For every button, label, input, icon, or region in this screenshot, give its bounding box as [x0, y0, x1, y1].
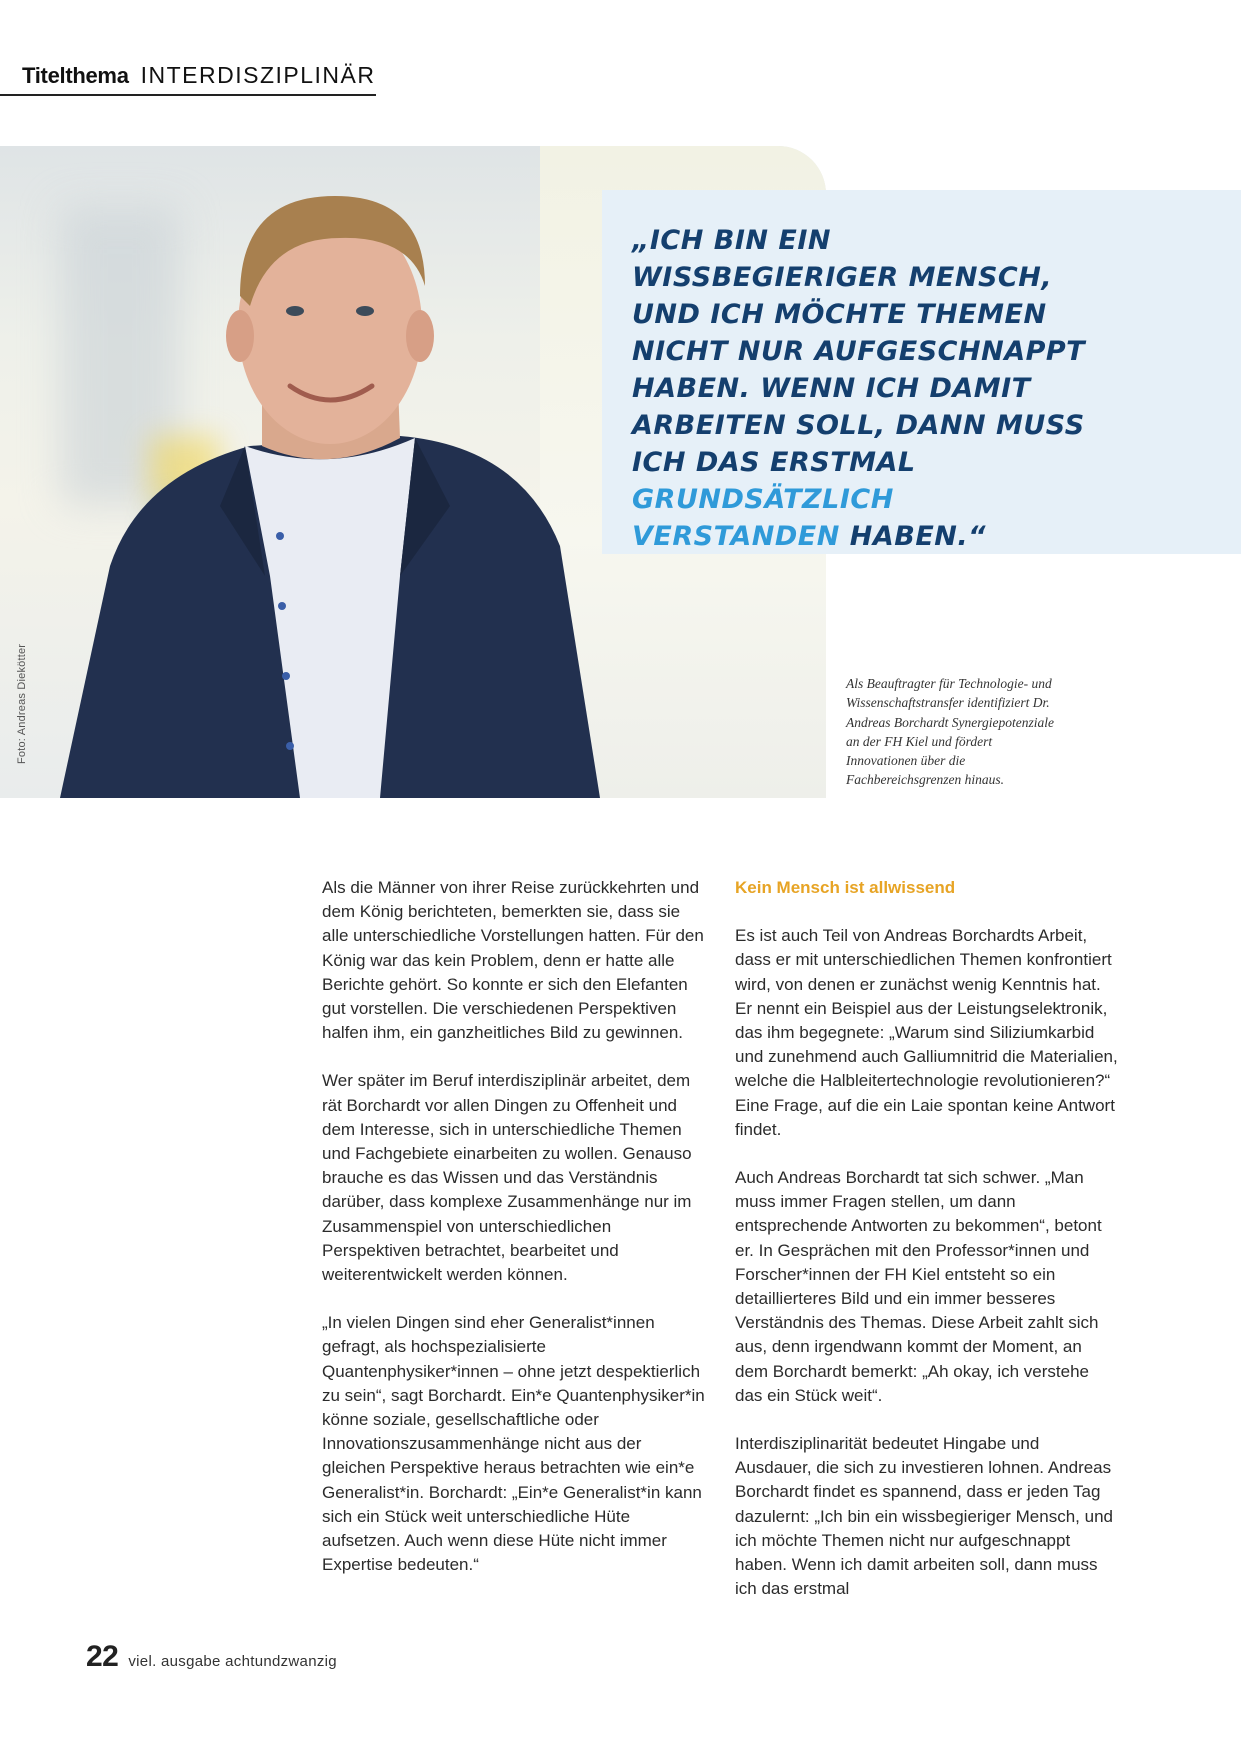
page-footer [86, 1640, 337, 1674]
paragraph: Als die Männer von ihrer Reise zurückkehrten und dem König berichteten, bemerkten sie, dass sie alle unterschiedliche Vorstellungen hatten. Für den König war das kein Problem, denn er hatte alle Berichte gehört. So konnte er sich den Elefanten gut vorstellen. Die verschiedenen Perspektiven halfen ihm, ein ganzheitliches Bild zu gewinnen. [322, 878, 704, 1043]
article-column-right [735, 876, 1119, 1625]
pull-quote [632, 222, 1102, 555]
header-divider [0, 94, 376, 96]
magazine-issue: viel. ausgabe achtundzwanzig [128, 1653, 337, 1670]
paragraph: Interdisziplinarität bedeutet Hingabe und Ausdauer, die sich zu investieren lohnen. Andreas Borchardt findet es spannend, dass er jeden Tag dazulernt: „Ich bin ein wissbegieriger Mensch, und ich möchte Themen nicht nur aufgeschnappt haben. Wenn ich damit arbeiten soll, dann muss ich das erstmal [735, 1434, 1113, 1599]
photo-credit: Foto: Andreas Diekötter [16, 643, 28, 764]
pull-quote-box [602, 190, 1241, 554]
pull-quote-main: „ICH BIN EIN WISSBEGIERIGER MENSCH, UND ICH MÖCHTE THEMEN NICHT NUR AUFGESCHNAPPT HABEN. WENN ICH DAMIT ARBEITEN SOLL, DANN MUSS ICH DAS ERSTMAL [632, 225, 1086, 478]
topic-label: INTERDISZIPLINÄR [140, 62, 376, 88]
pull-quote-end: HABEN.“ [849, 521, 987, 552]
section-subheading: Kein Mensch ist allwissend [735, 878, 956, 897]
section-header [22, 62, 376, 96]
paragraph: Es ist auch Teil von Andreas Borchardts Arbeit, dass er mit unterschiedlichen Themen konfrontiert wird, von denen er zunächst wenig Kenntnis hat. Er nennt ein Beispiel aus der Leistungselektronik, das ihm begegnete: „Warum sind Siliziumkarbid und zunehmend auch Galliumnitrid die Materialien, welche die Halbleitertechnologie revolutionieren?“ Eine Frage, auf die ein Laie spontan keine Antwort findet. [735, 926, 1118, 1139]
article-column-left [322, 876, 708, 1601]
page-number: 22 [86, 1640, 119, 1673]
pull-quote-highlight: GRUNDSÄTZLICH VERSTANDEN [632, 484, 894, 552]
paragraph: Auch Andreas Borchardt tat sich schwer. „Man muss immer Fragen stellen, um dann entsprechende Antworten zu bekommen“, betont er. In Gesprächen mit den Professor*innen und Forscher*innen der FH Kiel entsteht so ein detaillierteres Bild und ein immer besseres Verständnis des Themas. Diese Arbeit zahlt sich aus, denn irgendwann kommt der Moment, an dem Borchardt bemerkt: „Ah okay, ich verstehe das ein Stück weit“. [735, 1168, 1102, 1405]
paragraph: „In vielen Dingen sind eher Generalist*innen gefragt, als hochspezialisierte Quantenphysiker*innen – ohne jetzt despektierlich zu sein“, sagt Borchardt. Ein*e Quantenphysiker*in könne soziale, gesellschaftliche oder Innovationszusammenhänge nicht aus der gleichen Perspektive heraus betrachten wie ein*e Generalist*in. Borchardt: „Ein*e Generalist*in kann sich ein Stück weit unterschiedliche Hüte aufsetzen. Auch wenn diese Hüte nicht immer Expertise bedeuten.“ [322, 1313, 705, 1575]
photo-caption: Als Beauftragter für Technologie- und Wissenschaftstransfer identifiziert Dr. Andreas Borchardt Synergiepotenziale an der FH Kiel und fördert Innovationen über die Fachbereichsgrenzen hinaus. [846, 676, 1054, 788]
rubric-label: Titelthema [22, 63, 129, 88]
paragraph: Wer später im Beruf interdisziplinär arbeitet, dem rät Borchardt vor allen Dingen zu Offenheit und dem Interesse, sich in unterschiedliche Themen und Fachgebiete einarbeiten zu wollen. Genauso brauche es das Wissen und das Verständnis darüber, dass komplexe Zusammenhänge nur im Zusammenspiel von unterschiedlichen Perspektiven betrachtet, bearbeitet und weiterentwickelt werden können. [322, 1071, 692, 1285]
